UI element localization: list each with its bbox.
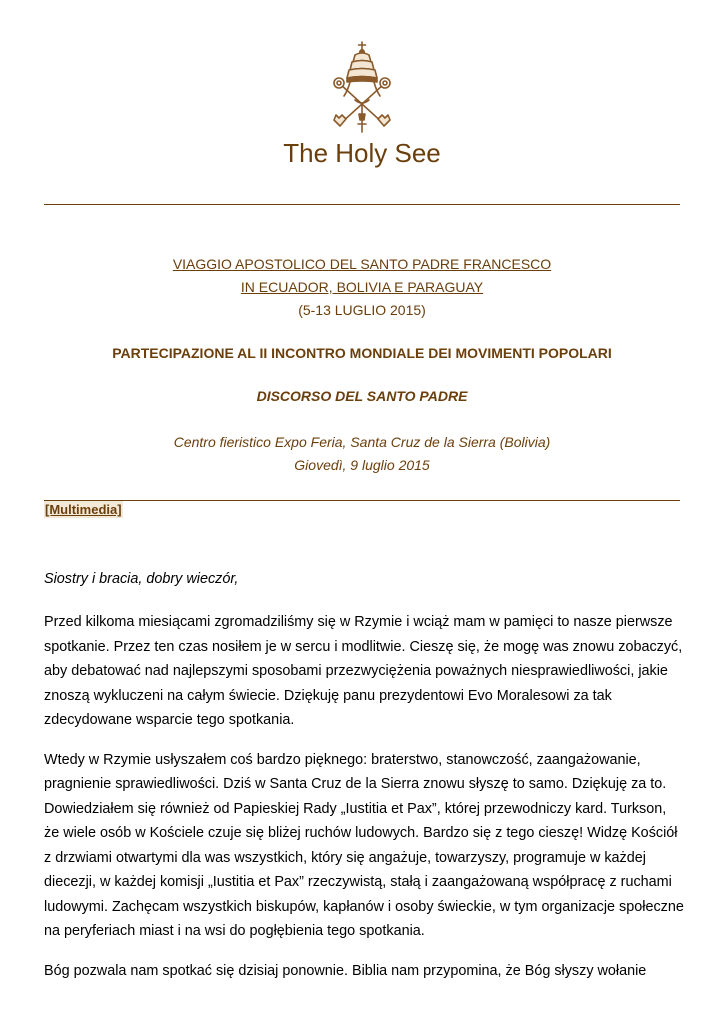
multimedia-link[interactable]: [Multimedia] (45, 502, 122, 517)
header-divider (44, 204, 680, 205)
speech-location: Centro fieristico Expo Feria, Santa Cruz de la Sierra (Bolivia) (173, 434, 551, 450)
speech-place-and-date (0, 431, 724, 477)
speech-date: Giovedì, 9 luglio 2015 (294, 457, 430, 473)
content-divider (44, 500, 680, 501)
speech-body (44, 610, 684, 998)
greeting: Siostry i bracia, dobry wieczór, (44, 571, 239, 587)
paragraph: Przed kilkoma miesiącami zgromadziliśmy się w Rzymie i wciąż mam w pamięci to nasze pierwsze spotkanie. Przez ten czas nosiłem je w sercu i modlitwie. Cieszę się, że mogę was znowu zobaczyć, aby debatować nad najlepszymi sposobami przezwyciężenia poważnych niesprawiedliwości, jakie znoszą wykluczeni na całym świecie. Dziękuję panu prezydentowi Evo Moralesowi za tak zdecydowane wsparcie tego spotkania. (44, 614, 683, 728)
trip-title-line-2[interactable]: IN ECUADOR, BOLIVIA E PARAGUAY (240, 279, 484, 295)
papal-coat-of-arms-icon (322, 40, 402, 136)
site-title: The Holy See (283, 138, 441, 168)
event-title: PARTECIPAZIONE AL II INCONTRO MONDIALE DEI MOVIMENTI POPOLARI (112, 345, 612, 361)
speech-title: DISCORSO DEL SANTO PADRE (256, 388, 468, 404)
trip-title-line-1[interactable]: VIAGGIO APOSTOLICO DEL SANTO PADRE FRANCESCO (172, 256, 552, 272)
trip-dates: (5-13 LUGLIO 2015) (298, 302, 426, 318)
paragraph: Bóg pozwala nam spotkać się dzisiaj ponownie. Biblia nam przypomina, że Bóg słyszy wołanie (44, 962, 647, 979)
paragraph: Wtedy w Rzymie usłyszałem coś bardzo pięknego: braterstwo, stanowczość, zaangażowanie, pragnienie sprawiedliwości. Dziś w Santa Cruz de la Sierra znowu słyszę to samo. Dziękuję za to. Dowiedziałem się również od Papieskiej Rady „Iustitia et Pax”, której przewodniczy kard. Turkson, że wiele osób w Kościele czuje się bliżej ruchów ludowych. Bardzo się z tego cieszę! Widzę Kościół z drzwiami otwartymi dla was wszystkich, który się angażuje, towarzyszy, programuje w każdej diecezji, w każdej komisji „Iustitia et Pax” rzeczywistą, stałą i zaangażowaną współpracę z ruchami ludowymi. Zachęcam wszystkich biskupów, kapłanów i osoby świeckie, w tym organizacje społeczne na peryferiach miast i na wsi do pogłębienia tego spotkania. (44, 751, 684, 939)
trip-heading (0, 253, 724, 322)
